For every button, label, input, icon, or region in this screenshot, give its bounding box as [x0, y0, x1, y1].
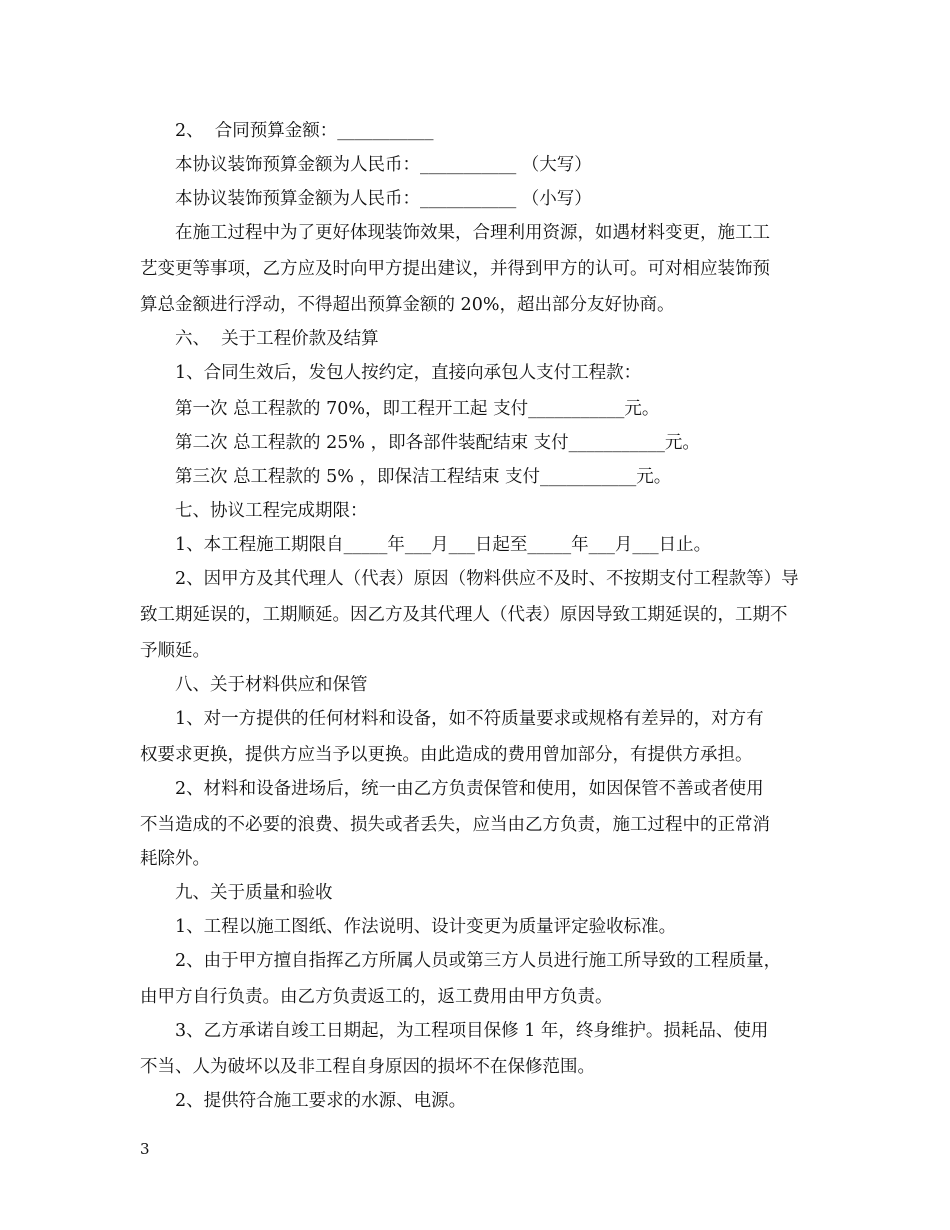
- text-line: 1、本工程施工期限自_____年___月___日起至_____年___月___日止。: [175, 535, 712, 555]
- text-line: 2、材料和设备进场后，统一由乙方负责保管和使用，如因保管不善或者使用: [175, 779, 764, 799]
- text-line: 算总金额进行浮动，不得超出预算金额的 20%，超出部分友好协商。: [140, 295, 675, 315]
- text-line: 本协议装饰预算金额为人民币：___________ （小写）: [175, 189, 592, 209]
- text-line: 在施工过程中为了更好体现装饰效果，合理利用资源，如遇材料变更，施工工: [175, 223, 770, 243]
- text-line: 六、 关于工程价款及结算: [175, 329, 379, 349]
- text-line: 不当、人为破坏以及非工程自身原因的损坏不在保修范围。: [140, 1057, 595, 1077]
- text-line: 致工期延误的，工期顺延。因乙方及其代理人（代表）原因导致工期延误的，工期不: [140, 605, 788, 625]
- text-line: 2、因甲方及其代理人（代表）原因（物料供应不及时、不按期支付工程款等）导: [175, 569, 799, 589]
- text-line: 第二次 总工程款的 25% ，即各部件装配结束 支付___________元。: [175, 433, 700, 453]
- text-line: 艺变更等事项，乙方应及时向甲方提出建议，并得到甲方的认可。可对相应装饰预: [140, 259, 770, 279]
- text-line: 2、提供符合施工要求的水源、电源。: [175, 1091, 467, 1111]
- text-line: 予顺延。: [140, 641, 210, 661]
- text-line: 七、协议工程完成期限：: [175, 501, 368, 521]
- text-line: 不当造成的不必要的浪费、损失或者丢失，应当由乙方负责，施工过程中的正常消: [140, 815, 770, 835]
- text-line: 第三次 总工程款的 5% ，即保洁工程结束 支付___________元。: [175, 467, 672, 487]
- text-line: 耗除外。: [140, 849, 210, 869]
- text-line: 1、工程以施工图纸、作法说明、设计变更为质量评定验收标准。: [175, 917, 677, 937]
- text-line: 1、合同生效后，发包人按约定，直接向承包人支付工程款：: [175, 363, 642, 383]
- text-line: 九、关于质量和验收: [175, 883, 333, 903]
- text-line: 2、 合同预算金额：___________: [175, 121, 434, 141]
- text-line: 3、乙方承诺自竣工日期起，为工程项目保修 1 年，终身维护。损耗品、使用: [175, 1021, 769, 1041]
- text-line: 八、关于材料供应和保管: [175, 675, 368, 695]
- text-line: 2、由于甲方擅自指挥乙方所属人员或第三方人员进行施工所导致的工程质量，: [175, 951, 782, 971]
- text-line: 第一次 总工程款的 70%，即工程开工起 支付___________元。: [175, 399, 660, 419]
- text-line: 由甲方自行负责。由乙方负责返工的，返工费用由甲方负责。: [140, 987, 613, 1007]
- text-line: 权要求更换，提供方应当予以更换。由此造成的费用曾加部分，有提供方承担。: [140, 745, 753, 765]
- text-line: 本协议装饰预算金额为人民币：___________ （大写）: [175, 155, 592, 175]
- text-line: 1、对一方提供的任何材料和设备，如不符质量要求或规格有差异的，对方有: [175, 709, 764, 729]
- page-number: 3: [140, 1140, 150, 1158]
